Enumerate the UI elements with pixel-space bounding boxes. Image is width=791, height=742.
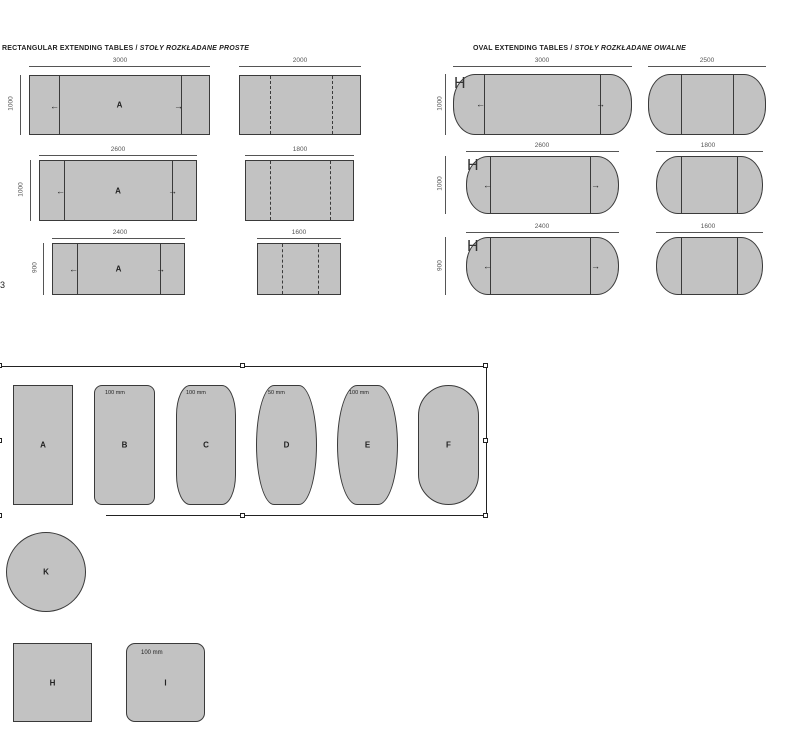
dim-line bbox=[43, 243, 44, 295]
shape-b-rounded-rectangle bbox=[94, 385, 155, 505]
dim-line bbox=[29, 66, 210, 67]
dim-line bbox=[30, 160, 31, 221]
dim-line bbox=[466, 151, 619, 152]
shape-d-barrel bbox=[256, 385, 317, 505]
rect-row1-closed-length: 2000 bbox=[292, 57, 308, 64]
dim-line bbox=[445, 156, 446, 214]
arrow-left-icon: ← bbox=[56, 186, 65, 196]
shape-label: A bbox=[40, 440, 46, 450]
rect-title-italic: STOŁY ROZKŁADANE PROSTE bbox=[139, 45, 250, 52]
rect-table-closed-1800 bbox=[245, 160, 354, 221]
shape-label: E bbox=[364, 440, 371, 450]
oval-row2-closed-length: 1800 bbox=[700, 142, 716, 149]
dim-line bbox=[656, 151, 763, 152]
rect-title-main: RECTANGULAR EXTENDING TABLES / bbox=[2, 45, 140, 52]
dim-line bbox=[52, 238, 185, 239]
arrow-right-icon: → bbox=[168, 186, 177, 196]
dim-line bbox=[648, 66, 766, 67]
arrow-left-icon: ← bbox=[483, 261, 492, 271]
rect-row2-length: 2600 bbox=[110, 146, 126, 153]
oval-table-closed-2500 bbox=[648, 74, 766, 135]
oval-row3-width: 900 bbox=[436, 260, 444, 271]
oval-row3-closed-length: 1600 bbox=[700, 223, 716, 230]
dim-line bbox=[39, 155, 197, 156]
dim-line bbox=[239, 66, 361, 67]
shape-c-barrel bbox=[176, 385, 236, 505]
selection-box[interactable] bbox=[0, 366, 487, 516]
leaf-line bbox=[681, 157, 682, 213]
leaf-line bbox=[318, 244, 319, 294]
rect-row2-closed-length: 1800 bbox=[292, 146, 308, 153]
oval-table-2600 bbox=[466, 156, 619, 214]
oval-row1-length: 3000 bbox=[534, 57, 550, 64]
oval-section-title bbox=[473, 45, 686, 52]
leaf-line bbox=[737, 157, 738, 213]
oval-row1-closed-length: 2500 bbox=[699, 57, 715, 64]
table-label: A bbox=[115, 264, 122, 274]
rect-table-3000 bbox=[29, 75, 210, 135]
oval-row2-width: 1000 bbox=[436, 176, 444, 191]
radius-label: 50 mm bbox=[268, 390, 285, 396]
stray-char: 3 bbox=[0, 280, 6, 290]
leaf-line bbox=[270, 76, 271, 134]
dim-line bbox=[245, 155, 354, 156]
shape-h-square bbox=[13, 643, 92, 722]
oval-row2-length: 2600 bbox=[534, 142, 550, 149]
arrow-right-icon: → bbox=[174, 101, 183, 111]
arrow-left-icon: ← bbox=[483, 180, 492, 190]
shape-label: I bbox=[164, 678, 167, 687]
shape-a-rectangle bbox=[13, 385, 73, 505]
shape-label: F bbox=[446, 440, 451, 450]
oval-row1-width: 1000 bbox=[436, 96, 444, 111]
arrow-right-icon: → bbox=[156, 264, 165, 274]
table-label: H bbox=[467, 238, 479, 255]
rect-section-title bbox=[2, 45, 249, 52]
shape-i-rounded-square bbox=[126, 643, 205, 722]
leaf-line bbox=[737, 238, 738, 294]
radius-label: 100 mm bbox=[186, 390, 206, 396]
selection-bottom-edge bbox=[106, 515, 487, 516]
shape-label: C bbox=[203, 440, 209, 450]
table-label: H bbox=[467, 157, 479, 174]
shape-e-barrel bbox=[337, 385, 398, 505]
radius-label: 100 mm bbox=[105, 390, 125, 396]
arrow-right-icon: → bbox=[591, 261, 600, 271]
rect-row1-width: 1000 bbox=[7, 96, 15, 111]
shape-label: B bbox=[121, 440, 128, 450]
leaf-line bbox=[733, 75, 734, 134]
shape-k-circle bbox=[6, 532, 86, 612]
resize-handle-top-center[interactable] bbox=[240, 363, 245, 368]
oval-row3-length: 2400 bbox=[534, 223, 550, 230]
table-label: A bbox=[116, 100, 123, 110]
arrow-left-icon: ← bbox=[50, 101, 59, 111]
dim-line bbox=[20, 75, 21, 135]
rect-table-closed-1600 bbox=[257, 243, 341, 295]
shape-label: K bbox=[43, 567, 49, 577]
oval-table-2400 bbox=[466, 237, 619, 295]
rect-row3-length: 2400 bbox=[112, 229, 128, 236]
radius-label: 100 mm bbox=[141, 650, 163, 656]
shape-label: D bbox=[283, 440, 290, 450]
oval-table-3000 bbox=[453, 74, 632, 135]
resize-handle-bottom-right[interactable] bbox=[483, 513, 488, 518]
dim-line bbox=[445, 237, 446, 295]
dim-line bbox=[445, 74, 446, 135]
oval-table-closed-1800 bbox=[656, 156, 763, 214]
table-label: H bbox=[454, 75, 466, 92]
rect-row1-length: 3000 bbox=[112, 57, 128, 64]
arrow-left-icon: ← bbox=[476, 99, 485, 109]
rect-row3-closed-length: 1600 bbox=[291, 229, 307, 236]
shape-f-stadium bbox=[418, 385, 479, 505]
table-label: A bbox=[115, 186, 121, 195]
rect-row3-width: 900 bbox=[31, 262, 39, 273]
dim-line bbox=[257, 238, 341, 239]
rect-table-closed-2000 bbox=[239, 75, 361, 135]
rect-table-2600 bbox=[39, 160, 197, 221]
resize-handle-middle-right[interactable] bbox=[483, 438, 488, 443]
resize-handle-top-left[interactable] bbox=[0, 363, 2, 368]
oval-title-italic: STOŁY ROZKŁADANE OWALNE bbox=[574, 45, 686, 52]
oval-table-closed-1600 bbox=[656, 237, 763, 295]
leaf-line bbox=[282, 244, 283, 294]
arrow-left-icon: ← bbox=[69, 264, 78, 274]
shape-label: H bbox=[49, 678, 56, 687]
leaf-line bbox=[681, 238, 682, 294]
leaf-line bbox=[330, 161, 331, 220]
dim-line bbox=[656, 232, 763, 233]
dim-line bbox=[453, 66, 632, 67]
resize-handle-middle-left[interactable] bbox=[0, 438, 2, 443]
resize-handle-bottom-center[interactable] bbox=[240, 513, 245, 518]
resize-handle-top-right[interactable] bbox=[483, 363, 488, 368]
resize-handle-bottom-left[interactable] bbox=[0, 513, 2, 518]
rect-row2-width: 1000 bbox=[17, 182, 25, 197]
leaf-line bbox=[681, 75, 682, 134]
leaf-line bbox=[332, 76, 333, 134]
dim-line bbox=[466, 232, 619, 233]
rect-table-2400 bbox=[52, 243, 185, 295]
radius-label: 100 mm bbox=[349, 390, 369, 396]
leaf-line bbox=[270, 161, 271, 220]
oval-title-main: OVAL EXTENDING TABLES / bbox=[473, 45, 575, 52]
arrow-right-icon: → bbox=[591, 180, 600, 190]
arrow-right-icon: → bbox=[596, 99, 605, 109]
